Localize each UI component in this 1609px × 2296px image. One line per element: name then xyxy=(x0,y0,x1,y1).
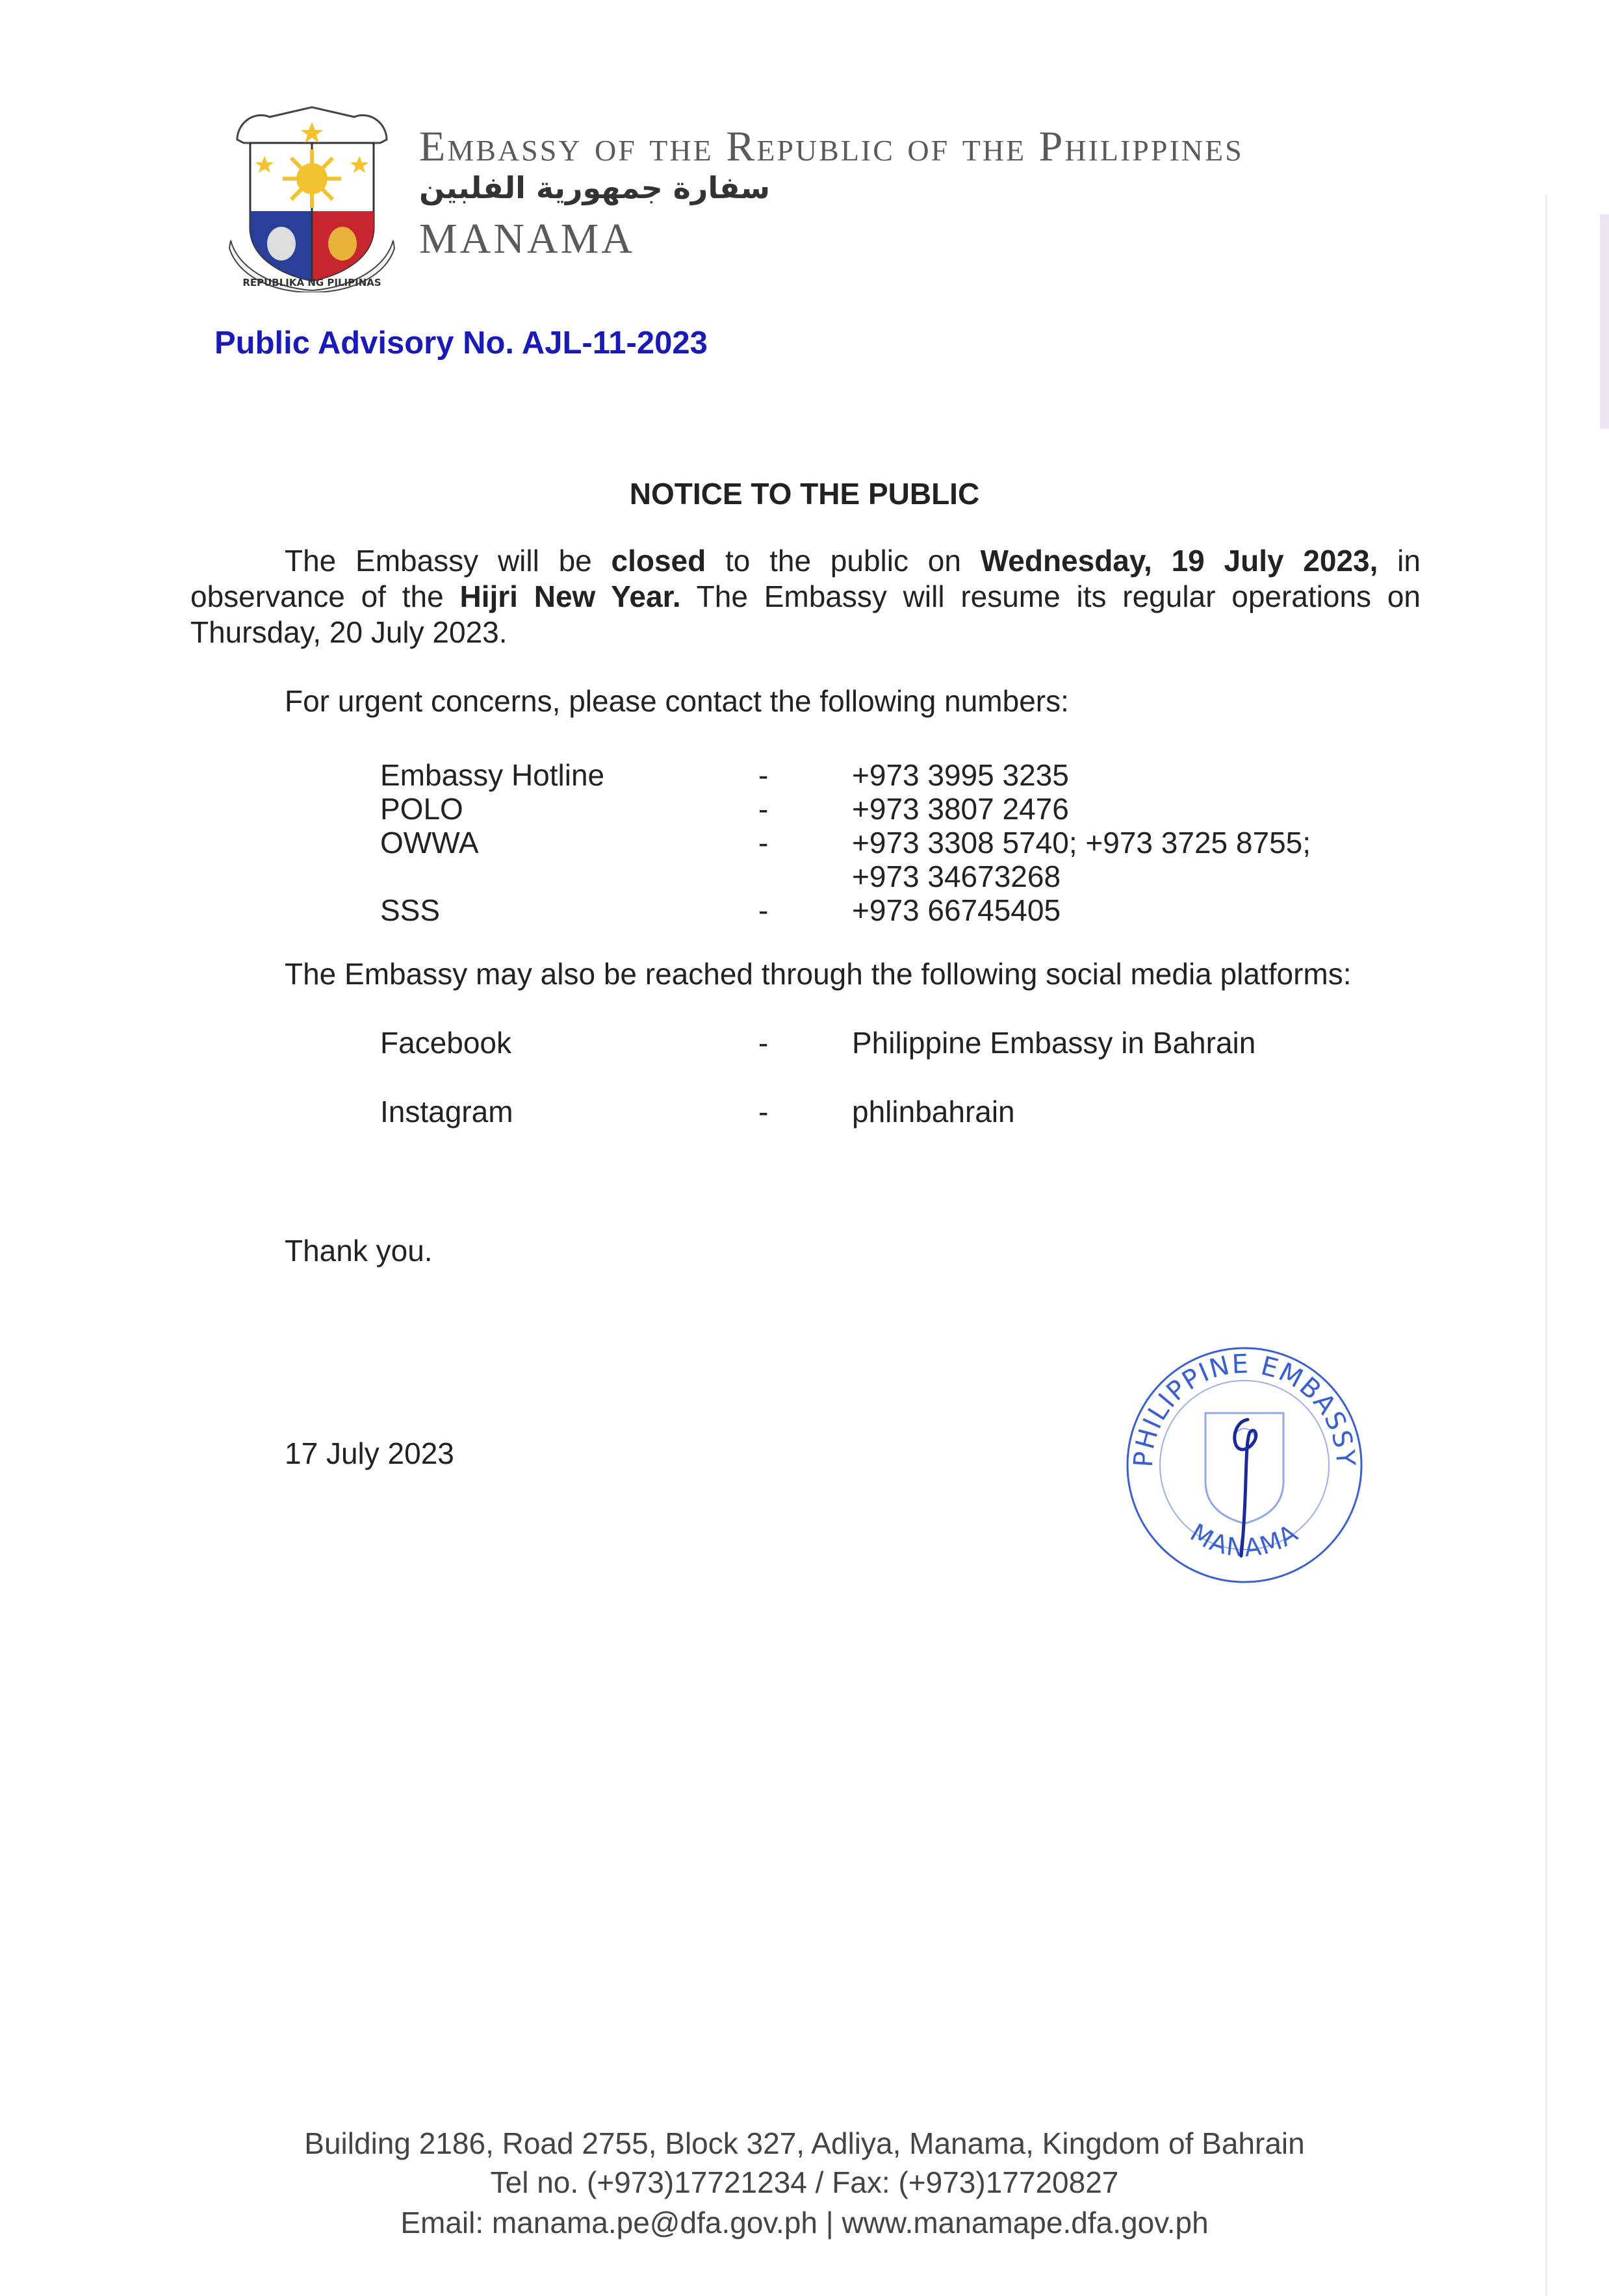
contact-dash: - xyxy=(758,758,769,792)
closure-paragraph xyxy=(190,543,1421,650)
footer-address: Building 2186, Road 2755, Block 327, Adliya, Manama, Kingdom of Bahrain xyxy=(304,2126,1305,2160)
social-label: Facebook xyxy=(380,1026,512,1060)
page-edge-mark xyxy=(1600,214,1609,429)
embassy-city: MANAMA xyxy=(419,215,636,262)
social-dash: - xyxy=(758,1026,769,1060)
letter-date: 17 July 2023 xyxy=(285,1436,454,1470)
embassy-stamp xyxy=(1121,1342,1368,1588)
stamp-bottom-path: MANAMA xyxy=(1185,1518,1304,1563)
para-text-2: to the public on xyxy=(706,544,981,578)
social-value: Philippine Embassy in Bahrain xyxy=(852,1026,1256,1060)
social-label: Instagram xyxy=(380,1095,513,1129)
para-bold-date: Wednesday, 19 July 2023, xyxy=(980,544,1378,578)
contact-label: OWWA xyxy=(380,826,479,860)
para-bold-holiday: Hijri New Year. xyxy=(459,580,681,613)
contact-dash: - xyxy=(758,826,769,860)
contact-label: Embassy Hotline xyxy=(380,758,605,792)
urgent-intro: For urgent concerns, please contact the following numbers: xyxy=(285,684,1069,718)
para-text-3: in observance of the xyxy=(190,544,1421,613)
contact-value: +973 3995 3235 xyxy=(852,758,1069,792)
contact-value: +973 34673268 xyxy=(852,860,1061,893)
notice-heading: NOTICE TO THE PUBLIC xyxy=(629,477,980,511)
footer-email-web[interactable]: Email: manama.pe@dfa.gov.ph | www.manamape.dfa.gov.ph xyxy=(400,2206,1209,2239)
embassy-title-arabic: سفارة جمهورية الفلبين xyxy=(419,170,771,205)
contact-label: POLO xyxy=(380,792,463,826)
seal-caption: REPUBLIKA NG PILIPINAS xyxy=(242,277,381,288)
closing-thanks: Thank you. xyxy=(285,1234,433,1268)
para-bold-closed: closed xyxy=(611,544,706,578)
advisory-number: Public Advisory No. AJL-11-2023 xyxy=(214,325,708,361)
social-dash: - xyxy=(758,1095,769,1129)
philippine-coat-of-arms xyxy=(224,104,400,292)
stamp-top-path: PHILIPPINE EMBASSY xyxy=(1128,1349,1361,1468)
social-value: phlinbahrain xyxy=(852,1095,1015,1129)
contact-value: +973 66745405 xyxy=(852,893,1061,927)
footer-tel-fax: Tel no. (+973)17721234 / Fax: (+973)17720827 xyxy=(490,2165,1119,2199)
embassy-title: Embassy of the Republic of the Philippines xyxy=(419,123,1244,170)
social-intro: The Embassy may also be reached through the following social media platforms: xyxy=(285,957,1352,991)
contact-value: +973 3807 2476 xyxy=(852,792,1069,826)
contact-value: +973 3308 5740; +973 3725 8755; xyxy=(852,826,1311,860)
para-text-1: The Embassy will be xyxy=(285,544,611,578)
contact-dash: - xyxy=(758,893,769,927)
contact-label: SSS xyxy=(380,893,441,927)
contact-dash: - xyxy=(758,792,769,826)
para-text-4: The Embassy will resume its regular operations on Thursday, 20 July 2023. xyxy=(190,580,1421,649)
